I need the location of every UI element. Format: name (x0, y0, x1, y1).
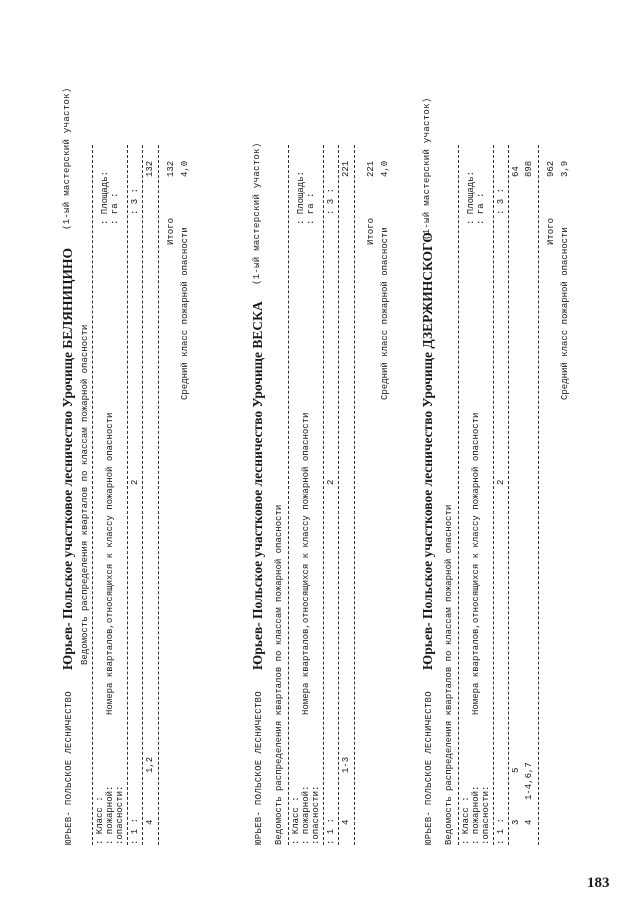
index-col-3: : 3 : (130, 187, 140, 215)
index-col-2: 2 (496, 479, 506, 485)
avg-class-label: Средний класс пожарной опасности (380, 227, 390, 400)
statement-title: Ведомость распределения кварталов по классам пожарной опасности (80, 324, 90, 665)
row-area: 64 (511, 166, 521, 177)
statement-title: Ведомость распределения кварталов по классам пожарной опасности (274, 504, 284, 845)
section-title: Юрьев- Польское участковое лесничество Урочище БЕЛЯНИЦИНО (60, 248, 75, 670)
row-class: 3 (511, 819, 521, 825)
section-veska (248, 85, 390, 845)
row-quarters: 1-3 (341, 756, 351, 773)
table-rule (493, 145, 494, 845)
table-rule (142, 145, 143, 845)
total-label: Итого (166, 217, 176, 245)
fire-class-table (92, 145, 192, 845)
index-col-1: : 1 : (326, 817, 336, 845)
row-quarters: 5 (511, 767, 521, 773)
index-col-2: 2 (326, 479, 336, 485)
row-class: 4 (145, 819, 155, 825)
statement-title: Ведомость распределения кварталов по классам пожарной опасности (444, 504, 454, 845)
section-dzerzhinskogo (418, 85, 570, 845)
avg-class-value: 4,0 (180, 160, 190, 177)
avg-class-value: 3,9 (560, 160, 570, 177)
total-label: Итого (546, 217, 556, 245)
forestry-name: ЮРЬЕВ- ПОЛЬСКОЕ ЛЕСНИЧЕСТВО (254, 691, 264, 845)
forestry-name: ЮРЬЕВ- ПОЛЬСКОЕ ЛЕСНИЧЕСТВО (424, 691, 434, 845)
row-quarters: 1,2 (145, 756, 155, 773)
row-quarters: 1-4,6,7 (524, 762, 534, 800)
table-rule (338, 145, 339, 845)
header-quarter-numbers: Номера кварталов,относящихся к классу пожарной опасности (105, 412, 115, 715)
section-belyanitsino (58, 85, 190, 845)
master-section-note: (1-ый мастерский участок) (252, 142, 262, 285)
table-rule (127, 145, 128, 845)
row-class: 4 (341, 819, 351, 825)
forestry-name: ЮРЬЕВ- ПОЛЬСКОЕ ЛЕСНИЧЕСТВО (64, 691, 74, 845)
header-quarter-numbers: Номера кварталов,относящихся к классу пожарной опасности (301, 412, 311, 715)
header-class: : Класс : : пожарной: :опасности: (291, 785, 321, 845)
header-area: : Площадь: : га : (466, 170, 486, 225)
table-rule (323, 145, 324, 845)
table-rule (92, 145, 93, 845)
master-section-note: (1-ый мастерский участок) (422, 97, 432, 240)
row-area: 221 (341, 160, 351, 177)
row-class: 4 (524, 819, 534, 825)
total-value: 962 (546, 160, 556, 177)
header-class: : Класс : : пожарной: :опасности: (95, 785, 125, 845)
total-value: 132 (166, 160, 176, 177)
row-area: 898 (524, 160, 534, 177)
total-value: 221 (366, 160, 376, 177)
row-area: 132 (145, 160, 155, 177)
index-col-1: : 1 : (130, 817, 140, 845)
index-col-2: 2 (130, 479, 140, 485)
total-label: Итого (366, 217, 376, 245)
section-title: Юрьев- Польское участковое лесничество Урочище ВЕСКА (250, 301, 265, 670)
index-col-3: : 3 : (496, 187, 506, 215)
table-rule (288, 145, 289, 845)
table-rule (158, 145, 159, 845)
index-col-1: : 1 : (496, 817, 506, 845)
avg-class-label: Средний класс пожарной опасности (180, 227, 190, 400)
header-class: : Класс : : пожарной: :опасности: (461, 785, 491, 845)
page-number: 183 (587, 875, 610, 891)
avg-class-label: Средний класс пожарной опасности (560, 227, 570, 400)
table-rule (538, 145, 539, 845)
table-rule (458, 145, 459, 845)
header-quarter-numbers: Номера кварталов,относящихся к классу пожарной опасности (471, 412, 481, 715)
master-section-note: (1-ый мастерский участок) (62, 87, 72, 230)
section-title: Юрьев- Польское участковое лесничество Урочище ДЗЕРЖИНСКОГО (420, 232, 435, 670)
table-rule (354, 145, 355, 845)
header-area: : Площадь: : га : (296, 170, 316, 225)
rotated-document-page (50, 75, 610, 855)
table-rule (508, 145, 509, 845)
index-col-3: : 3 : (326, 187, 336, 215)
avg-class-value: 4,0 (380, 160, 390, 177)
fire-class-table (288, 145, 388, 845)
header-area: : Площадь: : га : (100, 170, 120, 225)
